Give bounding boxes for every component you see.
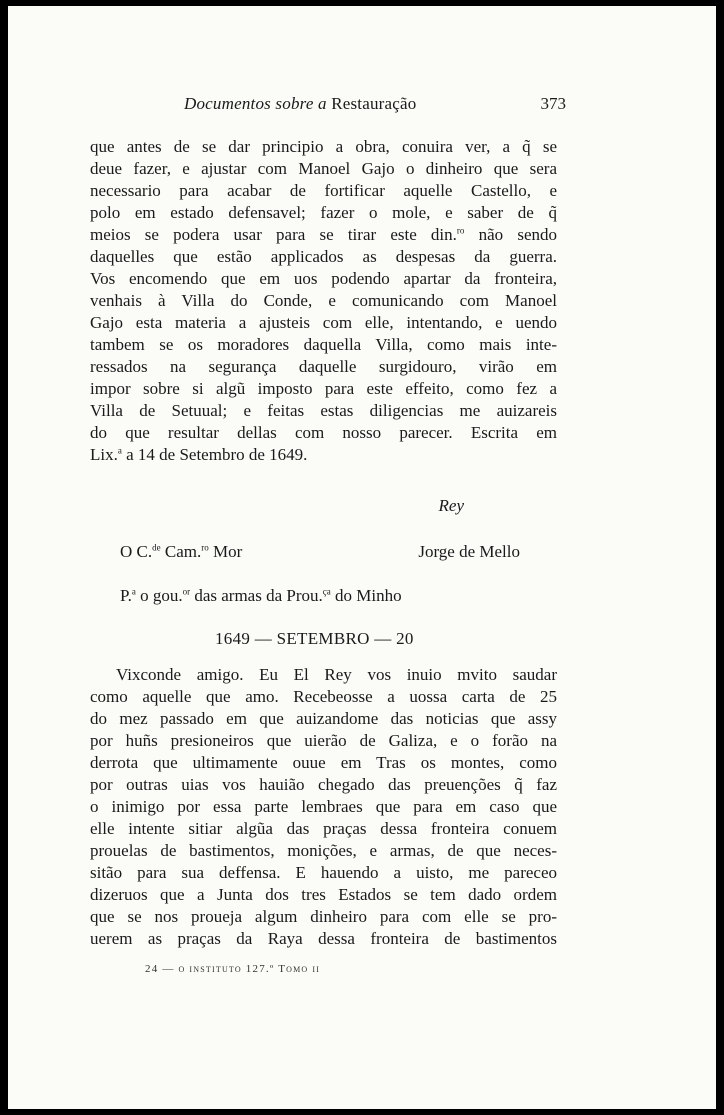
text-line: polo em estado defensavel; fazer o mole, e saber de q̃ — [90, 203, 557, 222]
text-line: sitão para sua deffensa. E hauendo a uisto, me pareceo — [90, 863, 557, 882]
text-line: Villa de Setuual; e feitas estas diligencias me auizareis — [90, 401, 557, 420]
text-line: do mez passado em que auizandome das noticias que assy — [90, 709, 557, 728]
paragraph-1 — [90, 136, 557, 466]
text-line: venhais à Villa do Conde, e comunicando com Manoel — [90, 291, 557, 310]
page-number: 373 — [540, 94, 566, 113]
running-title — [184, 94, 416, 114]
document-page — [8, 6, 716, 1109]
text-line: que se nos proueja algum dinheiro para com elle se pro- — [90, 907, 557, 926]
text-fragment: Lix. — [90, 445, 118, 464]
superscript: or — [182, 586, 191, 597]
text-fragment: P. — [120, 586, 132, 605]
text-line: impor sobre si algũ imposto para este effeito, como fez a — [90, 379, 557, 398]
superscript: a — [131, 586, 136, 597]
text-line: elle intente sitiar algũa das praças dessa fronteira conuem — [90, 819, 557, 838]
text-line: uerem as praças da Raya dessa fronteira de bastimentos — [90, 929, 557, 948]
text-line: derrota que ultimamente ouue em Tras os montes, como — [90, 753, 557, 772]
footer-signature: 24 — o instituto 127.º Tomo ii — [145, 963, 321, 975]
text-fragment: Cam. — [164, 542, 202, 561]
text-line: que antes de se dar principio a obra, conuira ver, a q̃ se — [90, 137, 557, 156]
title-roman: Restauração — [331, 94, 417, 113]
text-line: deue fazer, e ajustar com Manoel Gajo o dinheiro que sera — [90, 159, 557, 178]
text-line: Vixconde amigo. Eu El Rey vos inuio mvito saudar — [116, 665, 557, 684]
text-fragment: meios se podera usar para se tirar este din. — [90, 225, 457, 244]
text-line: Vos encomendo que em uos podendo apartar da fronteira, — [90, 269, 557, 288]
text-line — [90, 224, 557, 246]
superscript: ro — [201, 542, 209, 553]
signature-right: Jorge de Mello — [418, 542, 520, 561]
text-fragment: a 14 de Setembro de 1649. — [126, 445, 308, 464]
signature-rey: Rey — [438, 496, 464, 515]
signature-left — [120, 542, 242, 562]
text-line: como aquelle que amo. Recebeosse a uossa carta de 25 — [90, 687, 557, 706]
text-line: por huñs presioneiros que uierão de Galiza, e o forão na — [90, 731, 557, 750]
running-header — [8, 94, 716, 124]
text-line: por outras uias vos hauião chegado das preuenções q̃ faz — [90, 775, 557, 794]
text-fragment: O C. — [120, 542, 153, 561]
text-line: daquelles que estão applicados as despesas da guerra. — [90, 247, 557, 266]
text-line: o inimigo por essa parte lembraes que para em caso que — [90, 797, 557, 816]
text-line: do que resultar dellas com nosso parecer. Escrita em — [90, 423, 557, 442]
section-heading: 1649 — SETEMBRO — 20 — [215, 629, 414, 648]
paragraph-2 — [90, 664, 557, 950]
superscript: ro — [456, 225, 465, 236]
text-line: prouelas de bastimentos, monições, e armas, de que neces- — [90, 841, 557, 860]
title-italic-1: Documentos sobre — [184, 94, 314, 113]
text-line: Gajo esta materia a ajusteis com elle, intentando, e uendo — [90, 313, 557, 332]
text-line — [90, 444, 557, 466]
text-line: ressados na segurança daquelle surgidouro, virão em — [90, 357, 557, 376]
superscript: a — [117, 445, 122, 456]
text-line: necessario para acabar de fortificar aquelle Castello, e — [90, 181, 557, 200]
text-fragment: não sendo — [478, 225, 557, 244]
text-line: dizeruos que a Junta dos tres Estados se tem dado ordem — [90, 885, 557, 904]
superscript: ça — [322, 586, 331, 597]
text-fragment: das armas da Prou. — [194, 586, 323, 605]
text-fragment: Mor — [212, 542, 243, 561]
title-italic-2: a — [318, 94, 327, 113]
text-fragment: do Minho — [335, 586, 402, 605]
text-line: tambem se os moradores daquella Villa, como mais inte- — [90, 335, 557, 354]
text-fragment: o gou. — [140, 586, 183, 605]
superscript: de — [152, 542, 161, 553]
addressee — [120, 586, 402, 606]
